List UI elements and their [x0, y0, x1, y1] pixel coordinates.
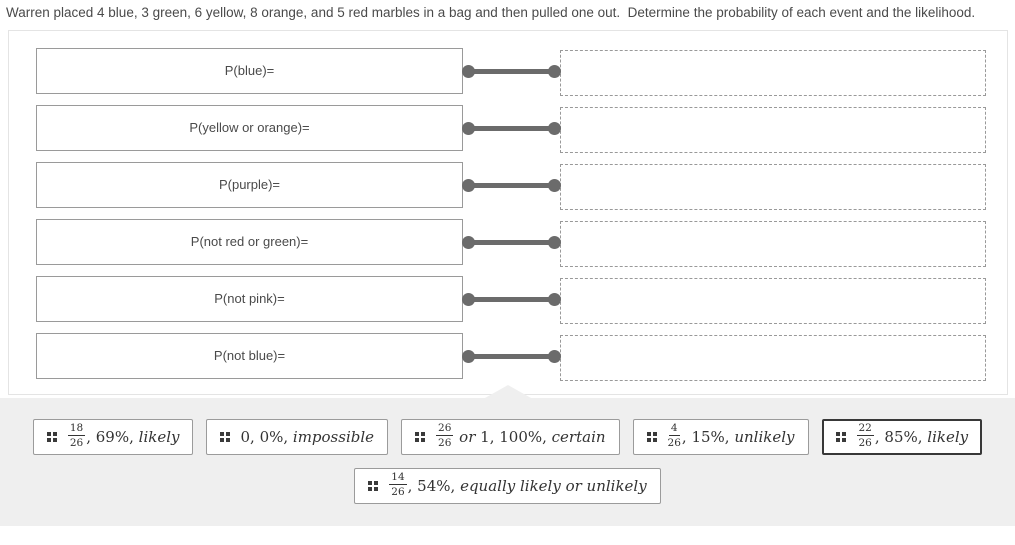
answer-drop-zone[interactable]	[560, 221, 986, 267]
connector	[463, 276, 560, 322]
match-row	[36, 105, 989, 151]
event-label-box: P(purple)=	[36, 162, 463, 208]
answer-tile[interactable]	[33, 419, 194, 455]
tile-text: , 85%,	[874, 427, 928, 446]
connector-line	[469, 354, 554, 359]
tile-text: , 69%,	[86, 427, 139, 446]
connector-dot-right	[548, 236, 561, 249]
connector-dot-left	[462, 350, 475, 363]
answer-tile-focused[interactable]	[822, 419, 983, 455]
drag-handle-icon[interactable]	[647, 432, 657, 442]
answer-tile[interactable]	[354, 468, 660, 504]
answer-tile[interactable]	[206, 419, 388, 455]
answer-tile[interactable]	[633, 419, 809, 455]
panel-arrow	[485, 385, 531, 398]
connector	[463, 162, 560, 208]
connector-line	[469, 240, 554, 245]
matching-area	[8, 30, 1008, 395]
tile-row	[0, 468, 1015, 504]
connector	[463, 48, 560, 94]
connector	[463, 219, 560, 265]
tile-likelihood: unlikely	[734, 427, 795, 446]
connector-dot-left	[462, 179, 475, 192]
tile-fraction: $\frac{18}{26}$	[69, 422, 84, 449]
connector-line	[469, 297, 554, 302]
question-prompt: Warren placed 4 blue, 3 green, 6 yellow, 8 orange, and 5 red marbles in a bag and then pulled one out. Determine the probability of each event and the likelihood.	[6, 5, 976, 20]
tile-text-or: or	[454, 427, 481, 446]
event-label-box: P(not red or green)=	[36, 219, 463, 265]
tile-text: , 54%,	[407, 476, 461, 495]
tile-row	[0, 419, 1015, 455]
answer-drop-zone[interactable]	[560, 164, 986, 210]
event-label-box: P(not blue)=	[36, 333, 463, 379]
tile-likelihood: likely	[927, 427, 969, 446]
event-label-box: P(yellow or orange)=	[36, 105, 463, 151]
connector-dot-left	[462, 65, 475, 78]
connector-dot-left	[462, 293, 475, 306]
drag-handle-icon[interactable]	[220, 432, 230, 442]
match-row	[36, 219, 989, 265]
answer-tile-panel	[0, 398, 1015, 526]
connector-dot-right	[548, 350, 561, 363]
answer-drop-zone[interactable]	[560, 107, 986, 153]
match-row	[36, 162, 989, 208]
drag-handle-icon[interactable]	[836, 432, 846, 442]
answer-drop-zone[interactable]	[560, 278, 986, 324]
tile-text: 1, 100%,	[480, 427, 552, 446]
tile-likelihood: equally likely or unlikely	[460, 476, 647, 495]
tile-text: 0, 0%,	[240, 427, 293, 446]
match-row	[36, 333, 989, 379]
connector-dot-right	[548, 122, 561, 135]
tile-fraction: $\frac{14}{26}$	[391, 471, 405, 498]
event-label-box: P(blue)=	[36, 48, 463, 94]
connector-dot-right	[548, 65, 561, 78]
tile-likelihood: likely	[138, 427, 180, 446]
connector-dot-left	[462, 236, 475, 249]
tile-likelihood: certain	[551, 427, 606, 446]
match-row	[36, 276, 989, 322]
tile-text: , 15%,	[681, 427, 735, 446]
match-row	[36, 48, 989, 94]
answer-drop-zone[interactable]	[560, 335, 986, 381]
connector	[463, 333, 560, 379]
drag-handle-icon[interactable]	[368, 481, 378, 491]
answer-tile[interactable]	[401, 419, 620, 455]
connector-line	[469, 69, 554, 74]
event-label-box: P(not pink)=	[36, 276, 463, 322]
tile-likelihood: impossible	[292, 427, 375, 446]
tile-fraction: $\frac{26}{26}$	[438, 422, 452, 449]
connector	[463, 105, 560, 151]
connector-dot-right	[548, 293, 561, 306]
tile-fraction: $\frac{4}{26}$	[667, 422, 681, 449]
connector-dot-right	[548, 179, 561, 192]
answer-drop-zone[interactable]	[560, 50, 986, 96]
drag-handle-icon[interactable]	[47, 432, 57, 442]
drag-handle-icon[interactable]	[415, 432, 425, 442]
tile-fraction: $\frac{22}{26}$	[858, 422, 872, 449]
connector-dot-left	[462, 122, 475, 135]
connector-line	[469, 126, 554, 131]
connector-line	[469, 183, 554, 188]
